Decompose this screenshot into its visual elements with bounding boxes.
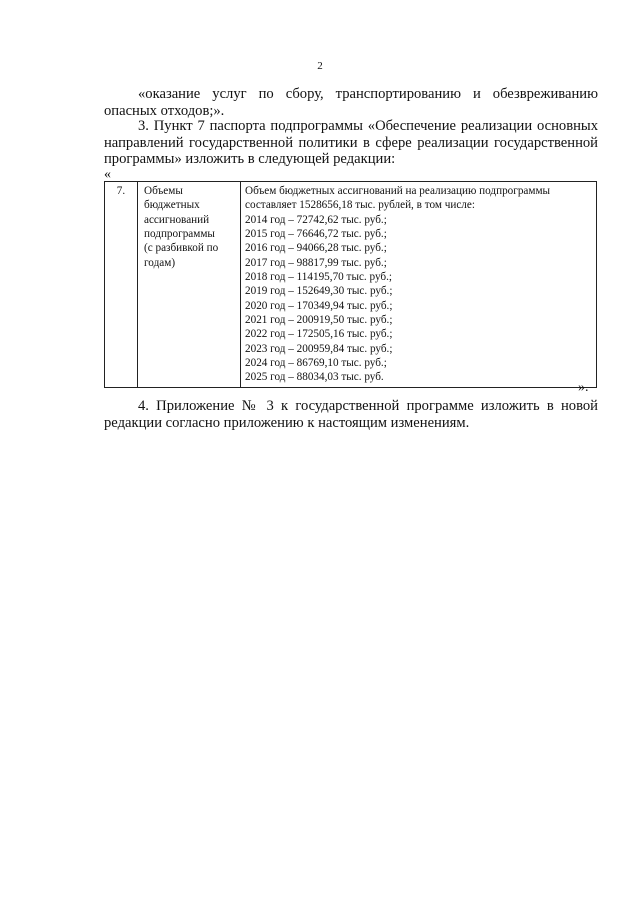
- budget-year-line: 2014 год – 72742,62 тыс. руб.;: [245, 213, 387, 226]
- item-number-cell: 7.: [105, 182, 138, 388]
- budget-year-line: 2019 год – 152649,30 тыс. руб.;: [245, 285, 393, 298]
- budget-year-line: 2022 год – 172505,16 тыс. руб.;: [245, 328, 393, 341]
- paragraph-waste-services: [104, 86, 598, 119]
- item-name-line: ассигнований: [144, 213, 210, 226]
- budget-year-line: 2023 год – 200959,84 тыс. руб.;: [245, 342, 393, 355]
- paragraph-line: направлений государственной политики в сфере реализации государственной: [104, 134, 598, 151]
- budget-year-line: 2016 год – 94066,28 тыс. руб.;: [245, 242, 387, 255]
- budget-year-line: 2015 год – 76646,72 тыс. руб.;: [245, 228, 387, 241]
- item-name-line: Объемы: [144, 185, 183, 197]
- budget-year-line: 2024 год – 86769,10 тыс. руб.;: [245, 357, 387, 370]
- budget-year-line: 2025 год – 88034,03 тыс. руб.: [245, 371, 384, 384]
- paragraph-line: 3. Пункт 7 паспорта подпрограммы «Обеспечение реализации основных: [138, 118, 598, 134]
- paragraph-item-3: [104, 118, 598, 168]
- paragraph-line: редакции согласно приложению к настоящим изменениям.: [104, 414, 470, 431]
- paragraph-item-4: [104, 398, 598, 431]
- budget-year-line: 2020 год – 170349,94 тыс. руб.;: [245, 299, 393, 312]
- budget-year-line: 2018 год – 114195,70 тыс. руб.;: [245, 271, 393, 284]
- item-value-cell: [241, 182, 597, 388]
- item-name-line: (с разбивкой по: [144, 242, 219, 255]
- paragraph-line: программы» изложить в следующей редакции:: [104, 151, 396, 167]
- subprogram-passport-table: [104, 181, 597, 388]
- item-name-line: подпрограммы: [144, 228, 215, 241]
- table-row: [105, 182, 597, 388]
- item-name-line: годам): [144, 256, 176, 269]
- budget-year-line: 2017 год – 98817,99 тыс. руб.;: [245, 256, 387, 269]
- budget-intro-line: составляет 1528656,18 тыс. рублей, в том числе:: [245, 199, 475, 212]
- paragraph-line: «оказание услуг по сбору, транспортированию и обезвреживанию: [138, 86, 598, 102]
- item-name-line: бюджетных: [144, 199, 200, 212]
- paragraph-line: 4. Приложение № 3 к государственной программе изложить в новой: [138, 398, 598, 414]
- item-name-cell: [138, 182, 241, 388]
- paragraph-line: опасных отходов;».: [104, 102, 225, 119]
- budget-intro-line: Объем бюджетных ассигнований на реализацию подпрограммы: [245, 185, 551, 197]
- closing-quote: ».: [578, 380, 589, 395]
- opening-quote: «: [104, 167, 111, 182]
- page-number: 2: [317, 60, 323, 72]
- budget-year-line: 2021 год – 200919,50 тыс. руб.;: [245, 314, 393, 327]
